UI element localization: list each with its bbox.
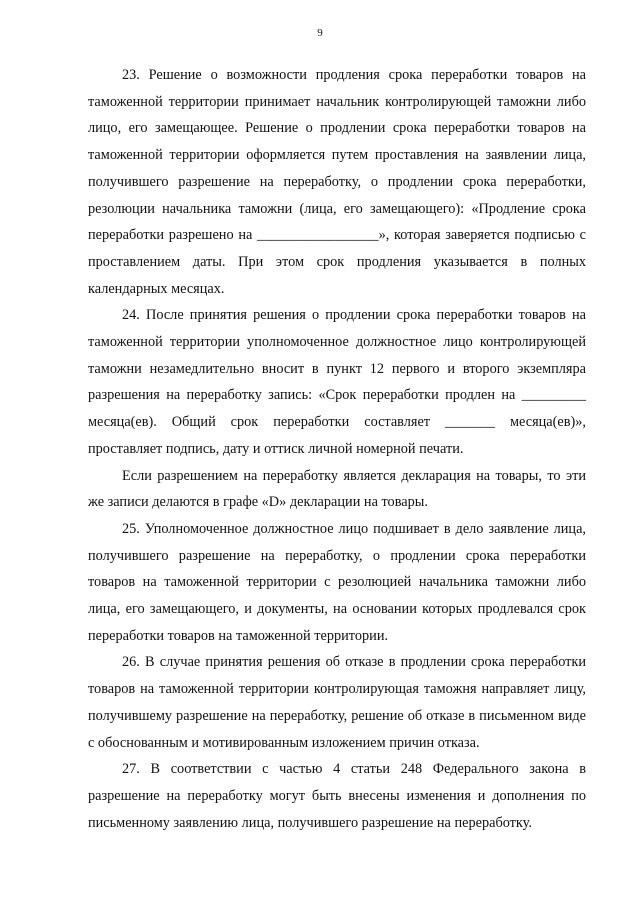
paragraph-26: 26. В случае принятия решения об отказе в продлении срока переработки товаров на таможенной территории контролирующая таможня направляет лицу, получившему разрешение на переработку, решение об отказе в письменном виде с обоснованным и мотивированным изложением причин отказа. [88, 654, 586, 751]
paragraph-23: 23. Решение о возможности продления срока переработки товаров на таможенной территории принимает начальник контролирующей таможни либо лицо, его замещающее. Решение о продлении срока переработки товаров на таможенной территории оформляется путем проставления на заявлении лица, получившего разрешение на переработку, о продлении срока переработки, резолюции начальника таможни (лица, его замещающего): «Продление срока переработки разрешено на _________________», которая заверяется подписью с проставлением даты. При этом срок продления указывается в полных календарных месяцах. [88, 67, 586, 297]
paragraph-24: 24. После принятия решения о продлении срока переработки товаров на таможенной территории уполномоченное должностное лицо контролирующей таможни незамедлительно вносит в пункт 12 первого и второго экземпляра разрешения на переработку запись: «Срок переработки продлен на _________ месяца(ев). Общий срок переработки составляет _______ месяца(ев)», проставляет подпись, дату и оттиск личной номерной печати. [88, 307, 586, 457]
page-number: 9 [317, 27, 323, 39]
paragraph-25: 25. Уполномоченное должностное лицо подшивает в дело заявление лица, получившего разрешение на переработку, о продлении срока переработки товаров на таможенной территории с резолюцией начальника таможни либо лица, его замещающего, и документы, на основании которых продлевался срок переработки товаров на таможенной территории. [88, 520, 586, 644]
paragraph-27: 27. В соответствии с частью 4 статьи 248 Федерального закона в разрешение на переработку могут быть внесены изменения и дополнения по письменному заявлению лица, получившего разрешение на переработку. [88, 761, 586, 831]
document-body [88, 62, 586, 836]
paragraph-24-note: Если разрешением на переработку является декларация на товары, то эти же записи делаются в графе «D» декларации на товары. [88, 467, 586, 511]
